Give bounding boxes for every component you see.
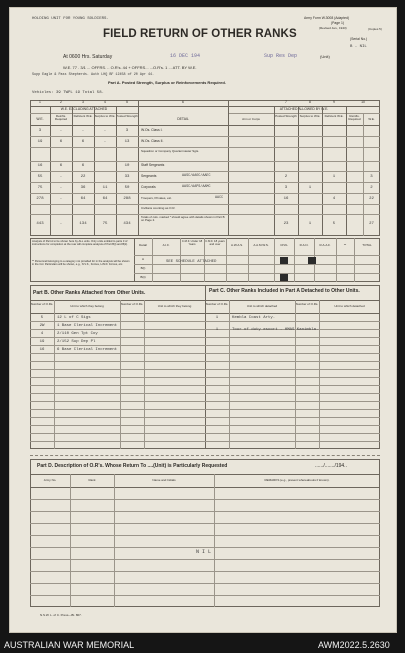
holding-unit-text: HOLDING UNIT FOR YOUNG SOLDIERS. <box>32 17 109 21</box>
part-d-header: Army No. <box>43 478 57 482</box>
analysis-header: R.A.A.F. <box>319 243 331 247</box>
part-b-header: Unit to which they belong <box>70 304 104 308</box>
cell-def: 6 <box>81 164 85 168</box>
form-page: (Page 1) <box>331 21 345 25</box>
serial-value: B - NIL <box>350 45 367 49</box>
analysis-row-label: B(i) <box>140 266 146 270</box>
vehicles-line: Vehicles: 39 TWPL 19 Total 58. <box>32 91 105 95</box>
cell-posted: 50 <box>124 186 130 190</box>
part-d-date: ....../......./194.. <box>315 463 347 469</box>
analysis-header: C.M.F. 18 years and over <box>205 239 225 247</box>
cell-a-posted: 16 <box>283 197 289 201</box>
cell-detail: W.Os. Class I. <box>141 128 163 132</box>
total-we: 443 <box>36 222 44 226</box>
part-b-count: 4 <box>40 332 44 336</box>
cell-posted: 288 <box>123 197 131 201</box>
right-header: Deficient W.E. <box>324 114 344 118</box>
date-stamp: 16 DEC 194 <box>170 53 201 59</box>
cell-detail: Civilians counting as O.R. <box>141 206 176 210</box>
analysis-row-label: A <box>141 257 144 261</box>
form-copies: (Copies 5) <box>368 27 382 31</box>
cell-we: 3 <box>38 129 42 133</box>
footer-accession: AWM2022.5.2630 <box>318 640 390 650</box>
form-revised: (Revised Jan., 1943) <box>319 26 347 30</box>
redaction-mark <box>280 257 288 264</box>
col-number: 10 <box>361 100 365 104</box>
total-a-posted: 23 <box>283 222 289 226</box>
time-line-prefix: At 0600 Hrs. Saturday <box>63 54 113 60</box>
part-b-unit: 2/110 Gen Tpt Coy <box>57 332 98 336</box>
right-header: Arm or Corps <box>242 117 260 121</box>
cell-a-posted: 2 <box>284 175 288 179</box>
cell-sur: 11 <box>102 186 108 190</box>
cell-def: 22 <box>80 175 86 179</box>
part-b-header: Number of O.Rs. <box>30 302 54 306</box>
cell-reinf: - <box>59 175 63 179</box>
part-b-count: 2W <box>39 324 45 328</box>
cell-we: 278 <box>36 197 44 201</box>
col-number: 6 <box>182 100 184 104</box>
we-line: W.E. 77 . 3/1 ... OFFRS. .. O.R's. 44 + OFFRS... ...O.R's. 1 ... ATT. BY W.E. <box>63 65 197 70</box>
analysis-note-2: ** Personnel belonging to a category not provided for in the analysis will be shown in the Col. Particulars will be shown, e.g., N.V.K., Forces, H.M.F. Forces, etc. <box>32 260 130 267</box>
total-a-we: 27 <box>369 222 374 226</box>
part-b-unit: 1 Base Clerical Increment <box>57 324 118 328</box>
col-number: 9 <box>333 100 335 104</box>
cell-sur: 64 <box>102 197 108 201</box>
col-number: 4 <box>104 100 106 104</box>
analysis-row-label: B(ii) <box>140 275 146 279</box>
cell-we: 16 <box>37 164 43 168</box>
part-c-unit: Tour of duty escort - HMAS Kanimbla. <box>232 328 319 332</box>
total-sur: 75 <box>102 222 108 226</box>
cell-detail: W.Os. Class II. <box>141 139 164 143</box>
footer-bar <box>0 637 405 653</box>
part-c-unit: Kembla Coast Arty. <box>232 316 276 320</box>
analysis-header: A.W.A.S. <box>230 243 243 247</box>
part-c-count: 1 <box>215 328 219 332</box>
cell-reinf: 6 <box>59 140 63 144</box>
left-header: Surplus to W.E. <box>94 114 116 118</box>
right-header: W.E. <box>368 117 375 121</box>
part-a-title: Part A. Posted Strength, Surplus or Reinforcements Required. <box>108 80 226 85</box>
left-header: Posted Strength <box>116 114 138 118</box>
cell-a-def: 1 <box>332 175 336 179</box>
part-c-header: Unit to which detached <box>334 304 365 308</box>
unit-label: (Unit) <box>320 54 330 59</box>
part-c-header: Number of O.Rs. <box>295 302 319 306</box>
cell-we: 19 <box>37 140 43 144</box>
cell-a-sur: 1 <box>308 186 312 190</box>
cell-a-we: 2 <box>370 186 373 190</box>
part-b-count: 16 <box>39 348 45 352</box>
part-b-header: Number of O.Rs. <box>120 302 144 306</box>
analysis-header: TOTAL <box>362 243 372 247</box>
part-b-count: 19 <box>39 340 45 344</box>
cell-a-we: 3 <box>370 175 373 179</box>
part-c-count: 1 <box>215 316 219 320</box>
redaction-mark <box>280 274 288 281</box>
total-a-def: 5 <box>332 222 336 226</box>
serial-label: (Serial No.) <box>350 37 368 41</box>
cell-detail: Squadron or Company Quartermaster Sgts. <box>141 149 200 153</box>
left-header: W.E. <box>36 117 44 121</box>
cell-we: 75 <box>37 186 43 190</box>
cell-sur: - <box>103 129 107 133</box>
part-b-title: Part B. Other Ranks Attached from Other Units. <box>33 290 146 296</box>
part-b-count: 5 <box>40 316 44 320</box>
redaction-mark <box>308 257 316 264</box>
cell-arm: AASC/AAPS/AAMC <box>182 185 211 189</box>
cell-def: 6 <box>81 140 85 144</box>
cell-detail: Staff Sergeants <box>141 163 165 167</box>
right-header: Surplus to W.E. <box>299 114 321 118</box>
cell-a-we: 22 <box>369 197 374 201</box>
cell-posted: 33 <box>124 175 130 179</box>
cell-posted: 13 <box>124 140 130 144</box>
part-d-nil: N I L <box>196 549 212 555</box>
schedule-attached-stamp: SEE SCHEDULE ATTACHED <box>166 260 217 264</box>
cell-def: 64 <box>80 197 86 201</box>
analysis-header: CIVIL <box>280 243 288 247</box>
col-number: 2 <box>60 100 62 104</box>
left-header: Deficient W.E. <box>73 114 93 118</box>
analysis-note-1: Analysis of Part A to be shown here by ALL units. Only units entitled to parts 3 of instructions for completion at the rear will complete analysis of Part B(i) and B(ii). <box>32 240 128 247</box>
right-header: Reinfts. Required <box>348 114 361 121</box>
cell-detail: Troopers, Privates, etc. <box>141 196 172 200</box>
attached-allowed-header: ATTACHED ALLOWED BY W.E. <box>279 107 329 111</box>
total-def: 134 <box>79 222 87 226</box>
printer-note: N.S.W. L. of C. Press—Bt. 807. <box>40 613 82 617</box>
right-header: Posted Strength <box>275 114 297 118</box>
analysis-header: Detail <box>139 243 147 247</box>
analysis-header: A.I.F. <box>162 243 170 247</box>
cell-arm: AACC <box>215 196 224 200</box>
part-b-unit: 12 L of C Sigs <box>57 316 91 320</box>
analysis-header: R.A.N. <box>299 243 309 247</box>
total-a-sur: 1 <box>308 222 312 226</box>
analysis-header: ** <box>343 243 347 247</box>
cell-posted: 10 <box>124 164 130 168</box>
typed-reference: Supp Eagle & Pass Shepherds. Auth LHQ BF 12458 of 20 Apr 44. <box>32 73 155 77</box>
cell-posted: 3 <box>125 129 129 133</box>
cell-reinf: 6 <box>59 164 63 168</box>
form-title: FIELD RETURN OF OTHER RANKS <box>103 28 297 40</box>
cell-a-posted: 3 <box>284 186 288 190</box>
we-excluding-header: W.E. EXCLUDING ATTACHED <box>60 107 108 111</box>
total-posted: 434 <box>123 222 131 226</box>
part-c-header: Unit to which detached <box>246 304 278 308</box>
col-number: 5 <box>126 100 128 104</box>
part-d-header: Name and Initials <box>152 478 176 482</box>
col-number: 8 <box>309 100 311 104</box>
form-sheet <box>9 7 397 633</box>
part-b-unit: 6 Base Clerical Increment <box>57 348 118 352</box>
footer-credit: AUSTRALIAN WAR MEMORIAL <box>4 640 135 650</box>
form-name: Army Form W.3008 (Adapted) <box>304 16 350 20</box>
total-reinf: - <box>59 222 63 226</box>
detail-header: DETAIL <box>177 117 189 121</box>
part-d-title: Part D. Description of O.R's. Whose Return To ....(Unit) is Particularly Requested <box>37 463 228 469</box>
cell-def: 36 <box>80 186 86 190</box>
part-d-header: Rank <box>88 478 96 482</box>
part-b-header: Unit to which they belong <box>157 304 192 308</box>
left-header: Reinfts. Required <box>54 114 68 121</box>
cell-detail: Sergeants <box>141 174 157 178</box>
cell-we: 55 <box>37 175 43 179</box>
cell-reinf: - <box>59 129 63 133</box>
unit-stamp: Sup Res Dep <box>264 53 298 59</box>
analysis-header: A.A.M.W.S. <box>253 243 269 247</box>
cell-reinf: - <box>59 197 63 201</box>
cell-arm: AASC/AAOC/AAEC <box>182 174 211 178</box>
col-number: 3 <box>82 100 84 104</box>
part-d-header: REMARKS (e.g., present whereabouts if known). <box>264 478 330 482</box>
col-number: 1 <box>39 100 41 104</box>
cell-sur: - <box>103 140 107 144</box>
part-b-unit: 2/152 Sup Dep Pl <box>57 340 96 344</box>
cell-detail: Corporals <box>141 185 156 189</box>
part-c-title: Part C. Other Ranks Included in Part A Detached to Other Units. <box>209 288 360 294</box>
totals-label: Totals of cols. marked * should agree with details shown in Part B on Page 2. <box>141 215 225 223</box>
cell-a-def: 4 <box>332 197 336 201</box>
part-c-header: Number of O.Rs. <box>205 302 229 306</box>
cell-reinf: - <box>59 186 63 190</box>
analysis-header: C.M.F. Under 18 Years <box>181 239 203 247</box>
col-number: 7 <box>285 100 287 104</box>
cell-def: - <box>81 129 85 133</box>
